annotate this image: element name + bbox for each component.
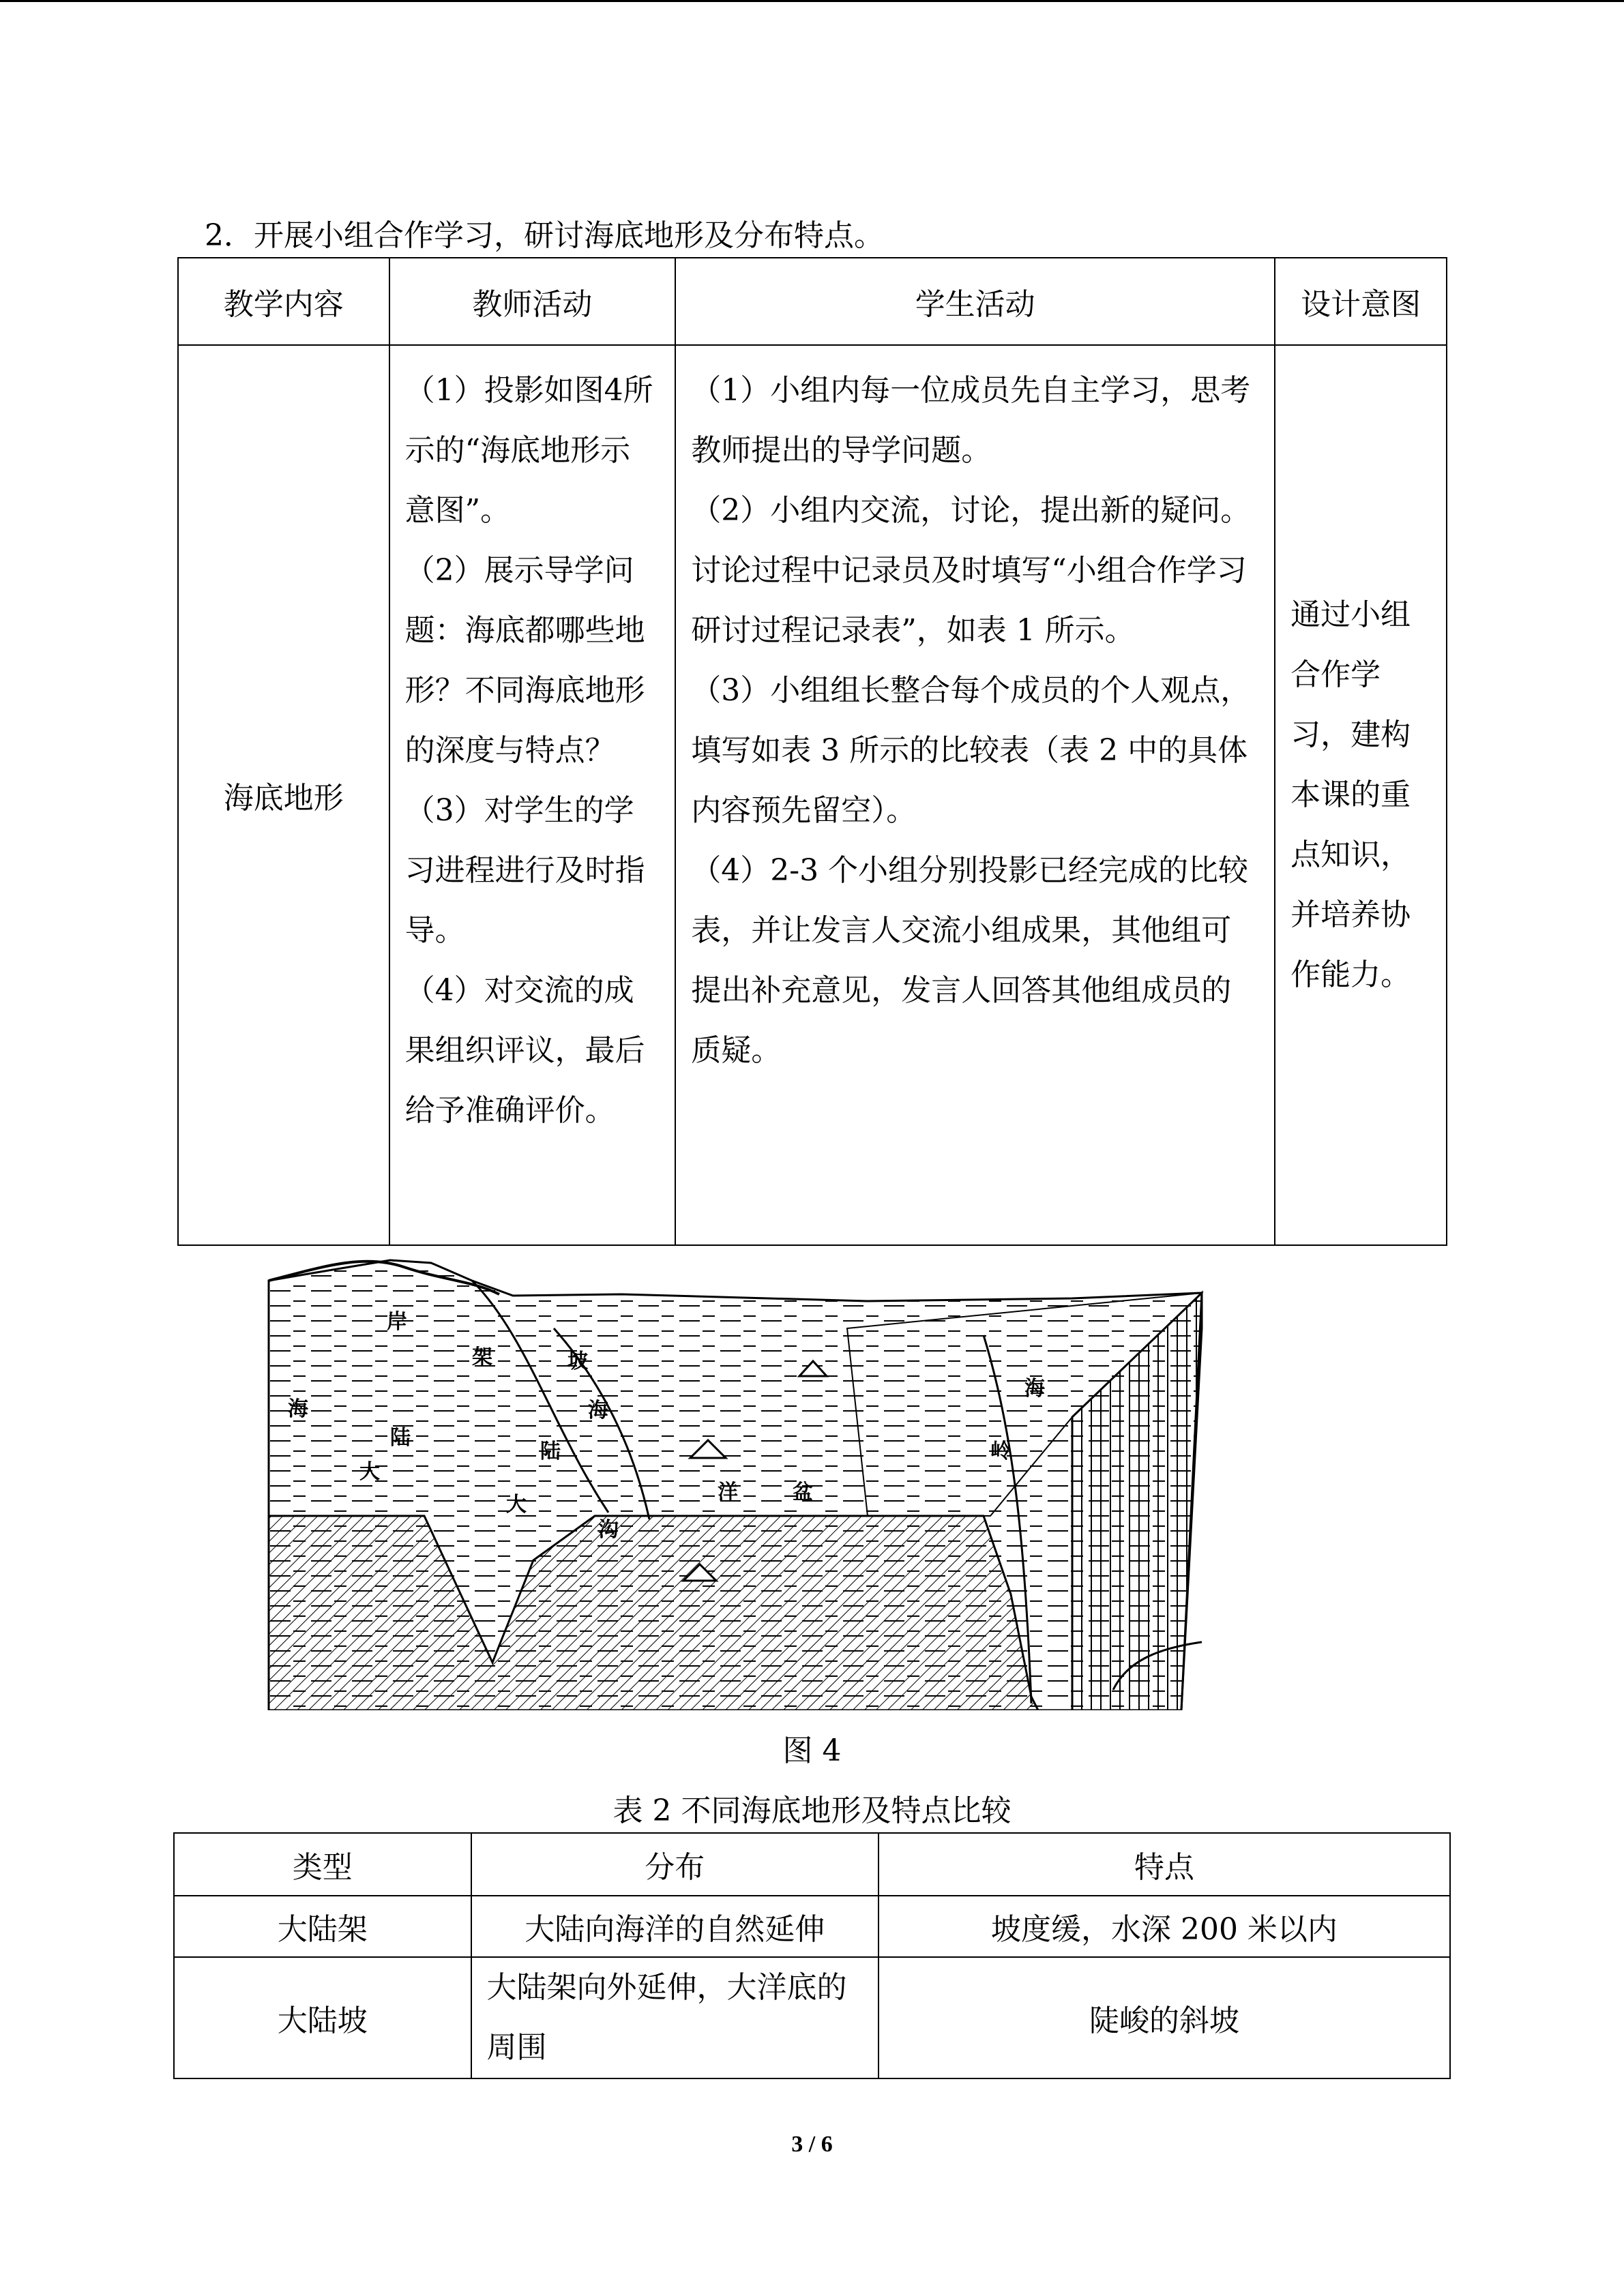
student-item: （3）小组组长整合每个成员的个人观点，填写如表 3 所示的比较表（表 2 中的具体内容预先留空）。 [691,673,1251,828]
student-item: （1）小组内每一位成员先自主学习，思考教师提出的导学问题。 [691,373,1251,468]
diagram-label: 大 [359,1460,380,1484]
table-header-row [178,258,1447,345]
teacher-item: （1）投影如图4所示的“海底地形示意图”。 [404,373,653,528]
page-number: 3 / 6 [791,2132,833,2157]
teacher-activity-cell [389,345,676,1245]
diagram-label: 陆 [390,1426,411,1450]
seafloor-comparison-table [173,1832,1451,2079]
distribution-cell: 大陆架向外延伸，大洋底的周围 [471,1957,879,2078]
diagram-label: 海 [588,1399,608,1422]
section-heading: 2．开展小组合作学习，研讨海底地形及分布特点。 [205,218,884,253]
teacher-item: （4）对交流的成果组织评议，最后给予准确评价。 [404,973,645,1128]
top-border-line [0,0,1624,2]
header-student: 学生活动 [675,258,1275,345]
diagram-label: 沟 [598,1518,619,1542]
features-cell: 坡度缓，水深 200 米以内 [879,1896,1450,1957]
type-cell: 大陆坡 [174,1957,471,2078]
distribution-cell: 大陆向海洋的自然延伸 [471,1896,879,1957]
header-intent: 设计意图 [1275,258,1447,345]
student-activity-cell [675,345,1275,1245]
table2-title: 表 2 不同海底地形及特点比较 [612,1793,1012,1828]
table-row [178,345,1447,1245]
seafloor-diagram [267,1253,1236,1710]
diagram-label: 岭 [990,1440,1011,1463]
type-cell: 大陆架 [174,1896,471,1957]
teaching-plan-table [177,257,1447,1246]
header-features: 特点 [879,1833,1450,1896]
header-type: 类型 [174,1833,471,1896]
student-item: （2）小组内交流，讨论，提出新的疑问。讨论过程中记录员及时填写“小组合作学习研讨过程记录表”，如表 1 所示。 [691,493,1251,648]
diagram-label: 坡 [567,1350,588,1373]
teacher-item: （2）展示导学问题：海底都哪些地形？不同海底地形的深度与特点？ [404,553,645,768]
teacher-item: （3）对学生的学习进程进行及时指导。 [404,793,645,948]
student-item: （4）2-3 个小组分别投影已经完成的比较表，并让发言人交流小组成果，其他组可提出补充意见，发言人回答其他组成员的质疑。 [691,853,1249,1068]
header-content: 教学内容 [178,258,389,345]
diagram-label: 架 [472,1345,492,1369]
table-header-row [174,1833,1450,1896]
diagram-label: 盆 [793,1480,813,1504]
table-row [174,1896,1450,1957]
diagram-label: 岸 [387,1310,407,1334]
diagram-label: 海 [1024,1377,1045,1401]
table-row [174,1957,1450,2078]
crust-cross-section [269,1516,1038,1710]
content-cell: 海底地形 [178,345,389,1245]
features-cell: 陡峻的斜坡 [879,1957,1450,2078]
diagram-label: 洋 [718,1480,738,1504]
header-distribution: 分布 [471,1833,879,1896]
diagram-label: 大 [506,1493,527,1517]
design-intent-cell: 通过小组合作学习，建构本课的重点知识，并培养协作能力。 [1275,345,1447,1245]
diagram-label: 陆 [540,1440,561,1463]
figure-caption: 图 4 [782,1733,842,1768]
header-teacher: 教师活动 [389,258,676,345]
diagram-label: 海 [288,1397,308,1421]
